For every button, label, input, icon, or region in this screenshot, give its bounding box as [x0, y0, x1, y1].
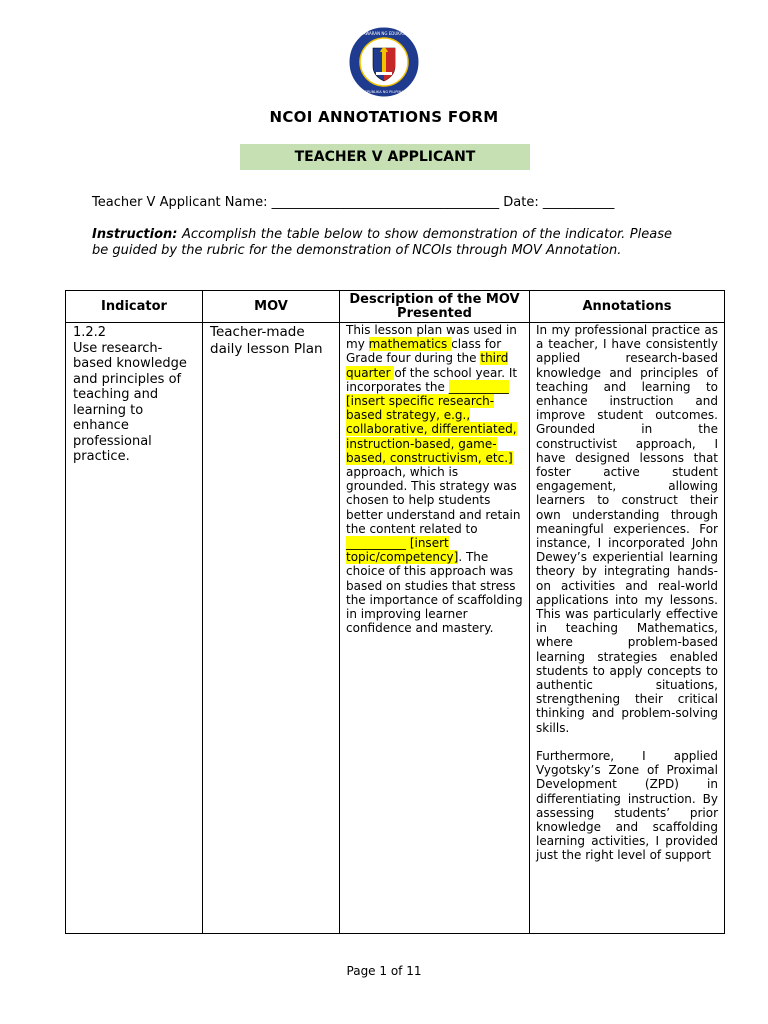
mov-cell — [203, 323, 340, 934]
instruction-label: Instruction: — [92, 227, 178, 242]
highlight-quarter: third quarter — [346, 351, 509, 380]
description-text: . The choice of this approach was based on studies that stress the importance of scaffolding in improving learner confidence and mastery. — [346, 550, 523, 636]
indicator-cell — [66, 323, 203, 934]
seal-bottom-text: REPUBLIKA NG PILIPINAS — [362, 90, 406, 94]
highlight-strategy-placeholder: __________ [insert specific research-based strategy, e.g., collaborative, differentiated, instruction-based, game-based, constructivism, etc.] — [346, 379, 517, 465]
indicator-code: 1.2.2 — [73, 325, 107, 340]
instruction-paragraph — [92, 227, 672, 259]
description-text: class for Grade four during the — [346, 337, 502, 366]
applicant-subtitle-banner: TEACHER V APPLICANT — [240, 144, 530, 170]
description-cell — [340, 323, 530, 934]
indicator-text: Use research-based knowledge and principles of teaching and learning to enhance professional practice. — [73, 340, 187, 464]
header-description: Description of the MOV Presented — [340, 291, 530, 323]
annotations-cell — [530, 323, 725, 934]
description-text: of the school year. It incorporates the — [346, 365, 518, 394]
deped-seal-logo — [348, 26, 420, 98]
table-row — [66, 323, 725, 934]
header-mov: MOV — [203, 291, 340, 323]
description-text: approach, which is grounded. This strategy was chosen to help students better understand and retain the content related to — [346, 465, 521, 536]
mov-text: Teacher-made daily lesson Plan — [210, 324, 323, 357]
highlight-topic-placeholder: __________ [insert topic/competency] — [346, 536, 459, 565]
annotation-paragraph-2: Furthermore, I applied Vygotsky’s Zone of Proximal Development (ZPD) in differentiating instruction. By assessing students’ prior knowledge and scaffolding learning activities, I provided just the right level of support — [536, 748, 718, 863]
seal-top-text: KAGAWARAN NG EDUKASYON — [354, 31, 414, 36]
header-indicator: Indicator — [66, 291, 203, 323]
highlight-subject: mathematics — [368, 337, 452, 352]
page-number: Page 1 of 11 — [346, 964, 422, 978]
table-header-row — [66, 291, 725, 323]
description-text: This lesson plan was used in my — [346, 323, 517, 352]
applicant-name-date-line: Teacher V Applicant Name: ___________________________________ Date: ___________ — [92, 195, 615, 210]
form-title: NCOI ANNOTATIONS FORM — [269, 108, 499, 126]
instruction-text: Accomplish the table below to show demonstration of the indicator. Please be guided by the rubric for the demonstration of NCOIs through MOV Annotation. — [92, 227, 672, 258]
header-annotations: Annotations — [530, 291, 725, 323]
ncoi-annotation-table — [65, 290, 725, 934]
annotation-paragraph-1: In my professional practice as a teacher, I have consistently applied research-based knowledge and principles of teaching and learning to enhance instruction and improve student outcomes. Grounded in the constructivist approach, I have designed lessons that foster active student engagement, allowing learners to construct their own understanding through meaningful experiences. For instance, I incorporated John Dewey’s experiential learning theory by integrating hands-on activities and real-world applications into my lessons. This was particularly effective in teaching Mathematics, where problem-based learning strategies enabled students to apply concepts to authentic situations, strengthening their critical thinking and problem-solving skills. — [536, 323, 718, 735]
